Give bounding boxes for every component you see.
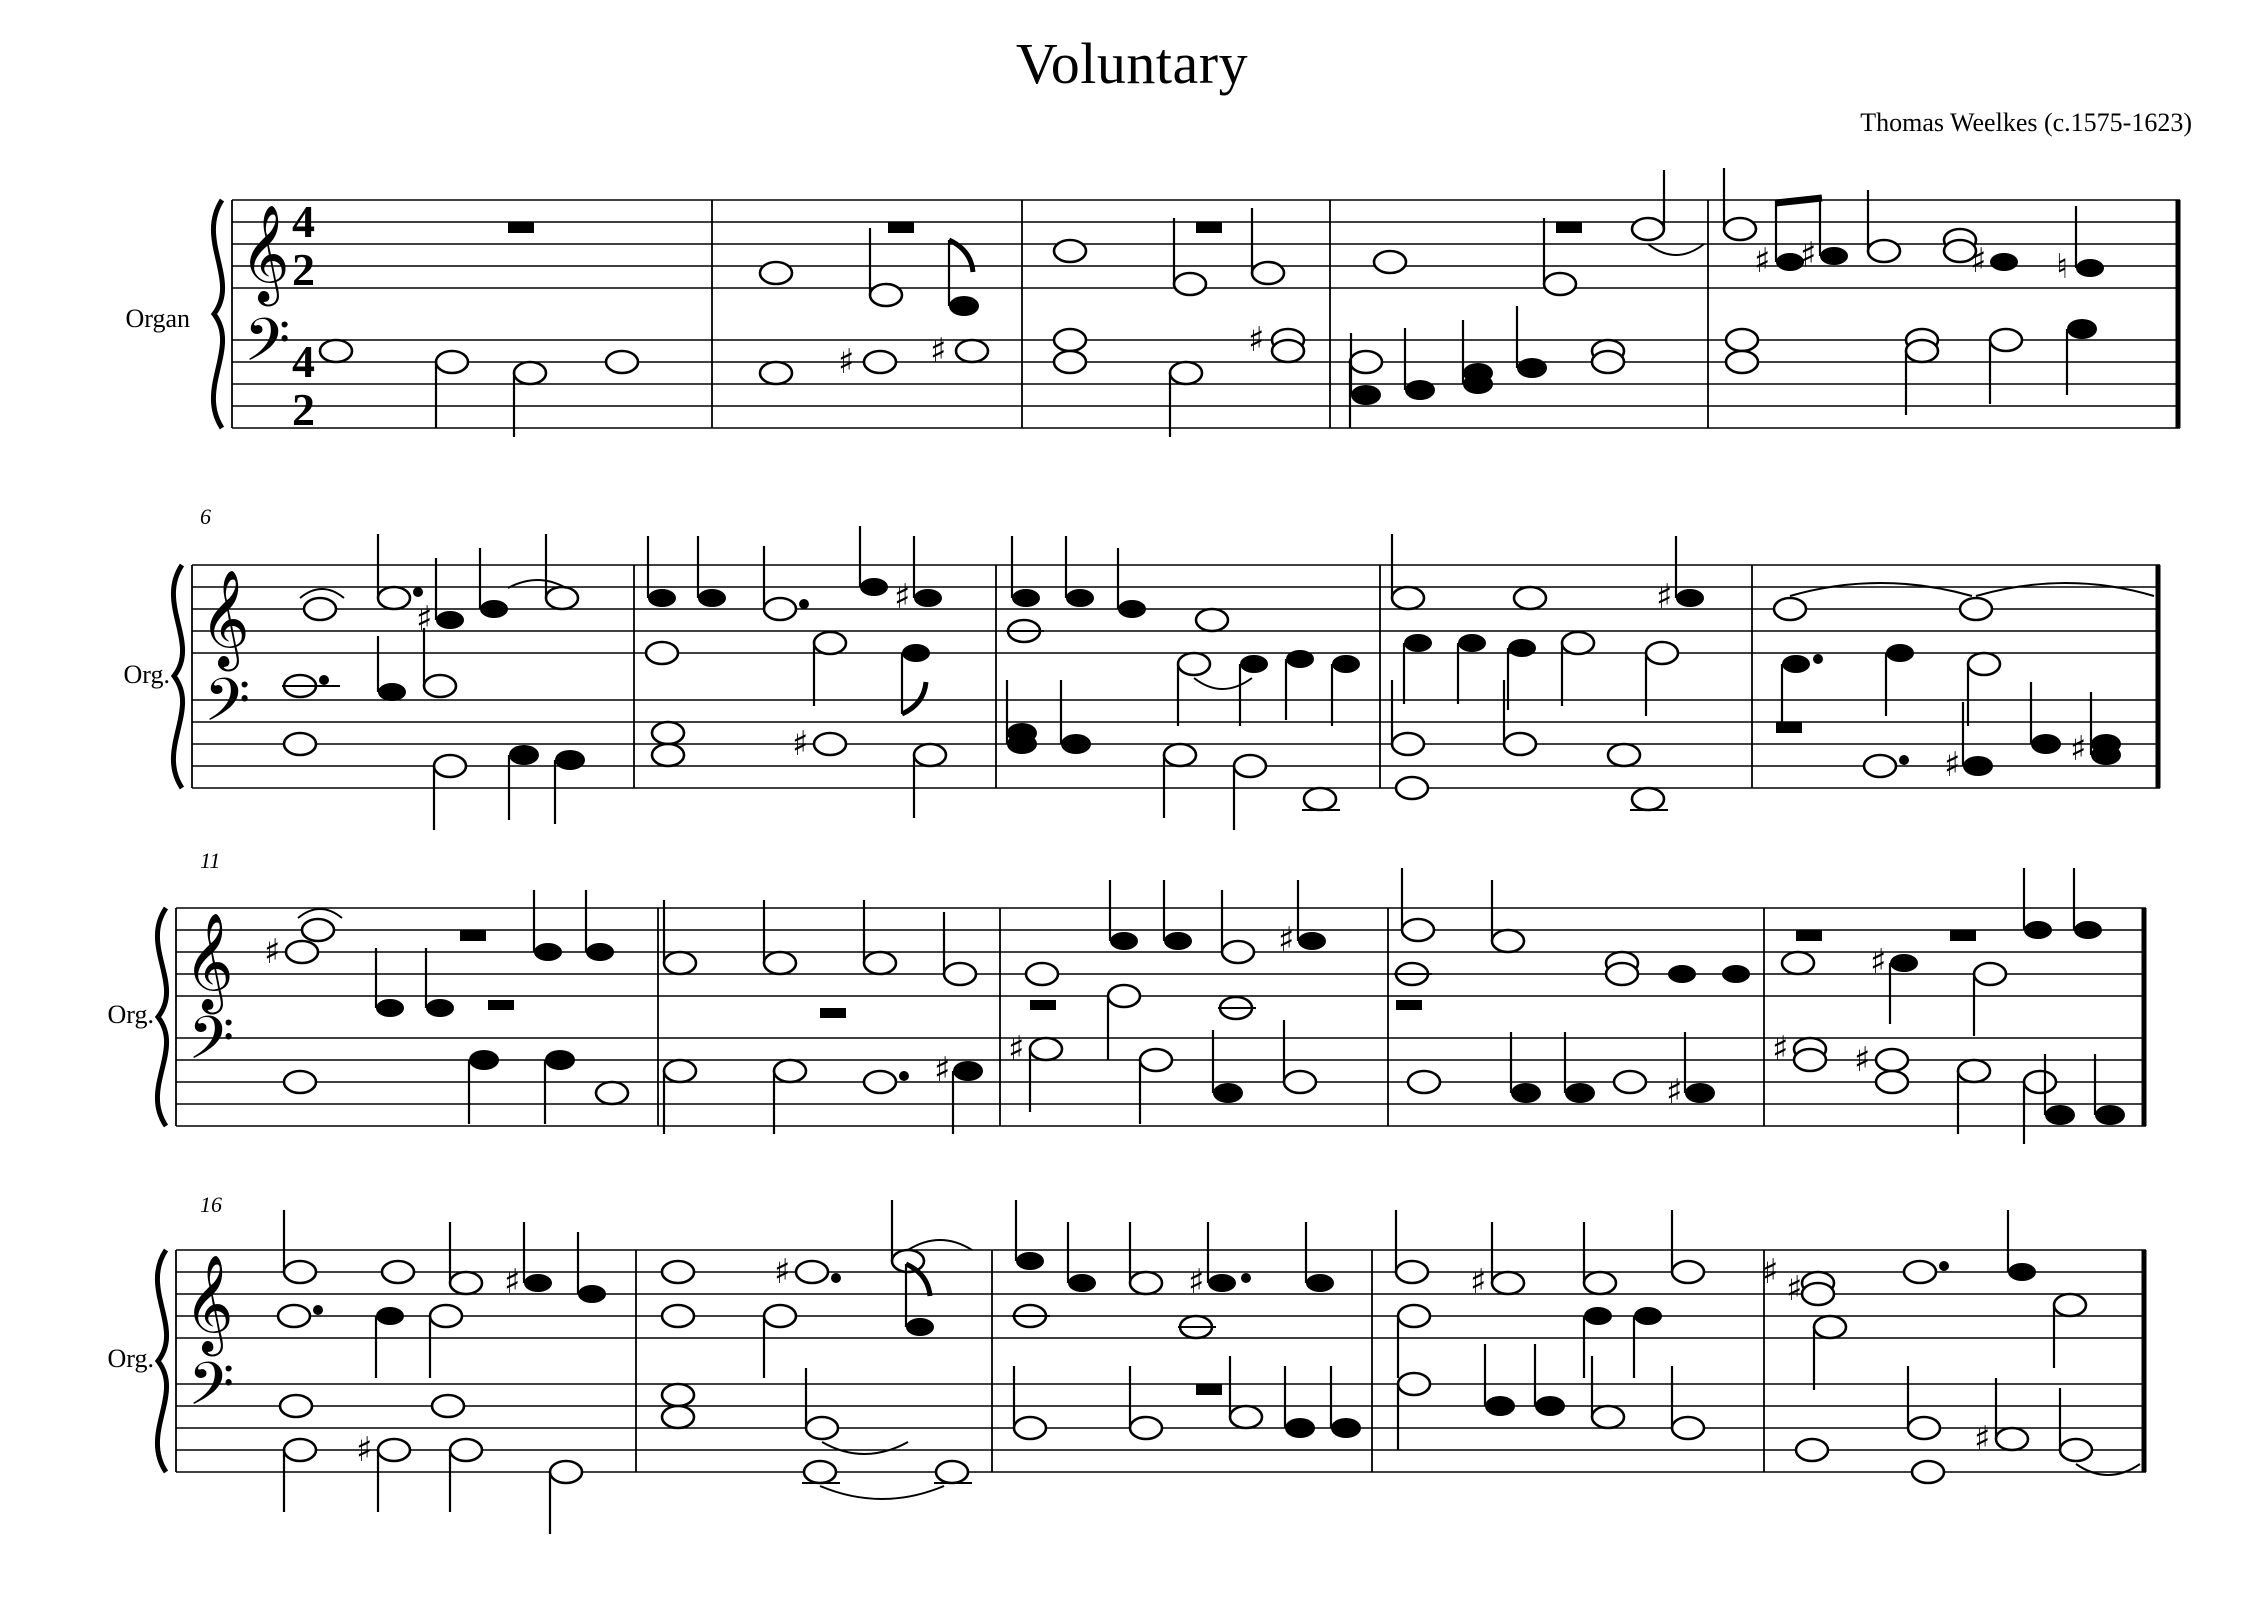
svg-text:♯: ♯ (1970, 241, 1987, 281)
measure-number-system-3: 11 (200, 848, 221, 873)
svg-text:♯: ♯ (792, 724, 809, 764)
svg-text:♮: ♮ (2056, 247, 2069, 287)
svg-text:♯: ♯ (1278, 920, 1295, 960)
svg-text:4: 4 (292, 336, 315, 387)
svg-text:4: 4 (292, 196, 315, 247)
svg-text:♯: ♯ (264, 932, 281, 972)
measure-number-system-2: 6 (200, 504, 211, 529)
system-3-upper-staff (176, 908, 2146, 996)
system-4 (157, 1200, 2146, 1534)
svg-text:♯: ♯ (1762, 1252, 1779, 1292)
instrument-label-system-3: Org. (107, 1000, 154, 1029)
svg-text:♯: ♯ (1248, 320, 1265, 360)
svg-text:♯: ♯ (356, 1430, 373, 1470)
svg-text:♯: ♯ (1470, 1262, 1487, 1302)
svg-text:𝄞: 𝄞 (184, 1254, 234, 1352)
svg-text:♯: ♯ (930, 331, 947, 371)
svg-text:𝄞: 𝄞 (184, 912, 234, 1010)
system-3 (157, 868, 2146, 1144)
svg-text:♯: ♯ (1188, 1262, 1205, 1302)
instrument-label-system-2: Org. (123, 660, 170, 689)
svg-text:♯: ♯ (1656, 577, 1673, 617)
svg-text:𝄢: 𝄢 (188, 1349, 235, 1433)
svg-text:♯: ♯ (1800, 235, 1817, 275)
instrument-label-system-4: Org. (107, 1344, 154, 1373)
svg-text:♯: ♯ (1944, 745, 1961, 785)
svg-text:♯: ♯ (1870, 942, 1887, 982)
svg-text:♯: ♯ (1786, 1269, 1803, 1309)
svg-text:𝄢: 𝄢 (244, 305, 291, 389)
svg-text:𝄞: 𝄞 (240, 204, 290, 302)
svg-text:♯: ♯ (774, 1252, 791, 1292)
instrument-label-system-1: Organ (125, 304, 190, 333)
svg-text:2: 2 (292, 244, 315, 295)
svg-text:♯: ♯ (1754, 241, 1771, 281)
svg-text:♯: ♯ (1854, 1040, 1871, 1080)
svg-text:2: 2 (292, 384, 315, 435)
svg-text:♯: ♯ (504, 1262, 521, 1302)
page-title: Voluntary (1015, 31, 1249, 96)
svg-text:𝄢: 𝄢 (204, 665, 251, 749)
svg-text:♯: ♯ (894, 577, 911, 617)
measure-number-system-4: 16 (200, 1192, 222, 1217)
system-2 (173, 526, 2160, 830)
svg-text:♯: ♯ (1974, 1419, 1991, 1459)
svg-text:♯: ♯ (1008, 1029, 1025, 1069)
svg-text:♯: ♯ (1772, 1029, 1789, 1069)
svg-text:♯: ♯ (2070, 729, 2087, 769)
svg-text:𝄞: 𝄞 (200, 569, 250, 667)
svg-text:♯: ♯ (934, 1050, 951, 1090)
svg-text:𝄢: 𝄢 (188, 1003, 235, 1087)
svg-text:♯: ♯ (838, 342, 855, 382)
svg-text:♯: ♯ (416, 599, 433, 639)
composer-credit: Thomas Weelkes (c.1575-1623) (1860, 108, 2192, 137)
system-1 (213, 168, 2180, 437)
svg-text:♯: ♯ (1666, 1072, 1683, 1112)
